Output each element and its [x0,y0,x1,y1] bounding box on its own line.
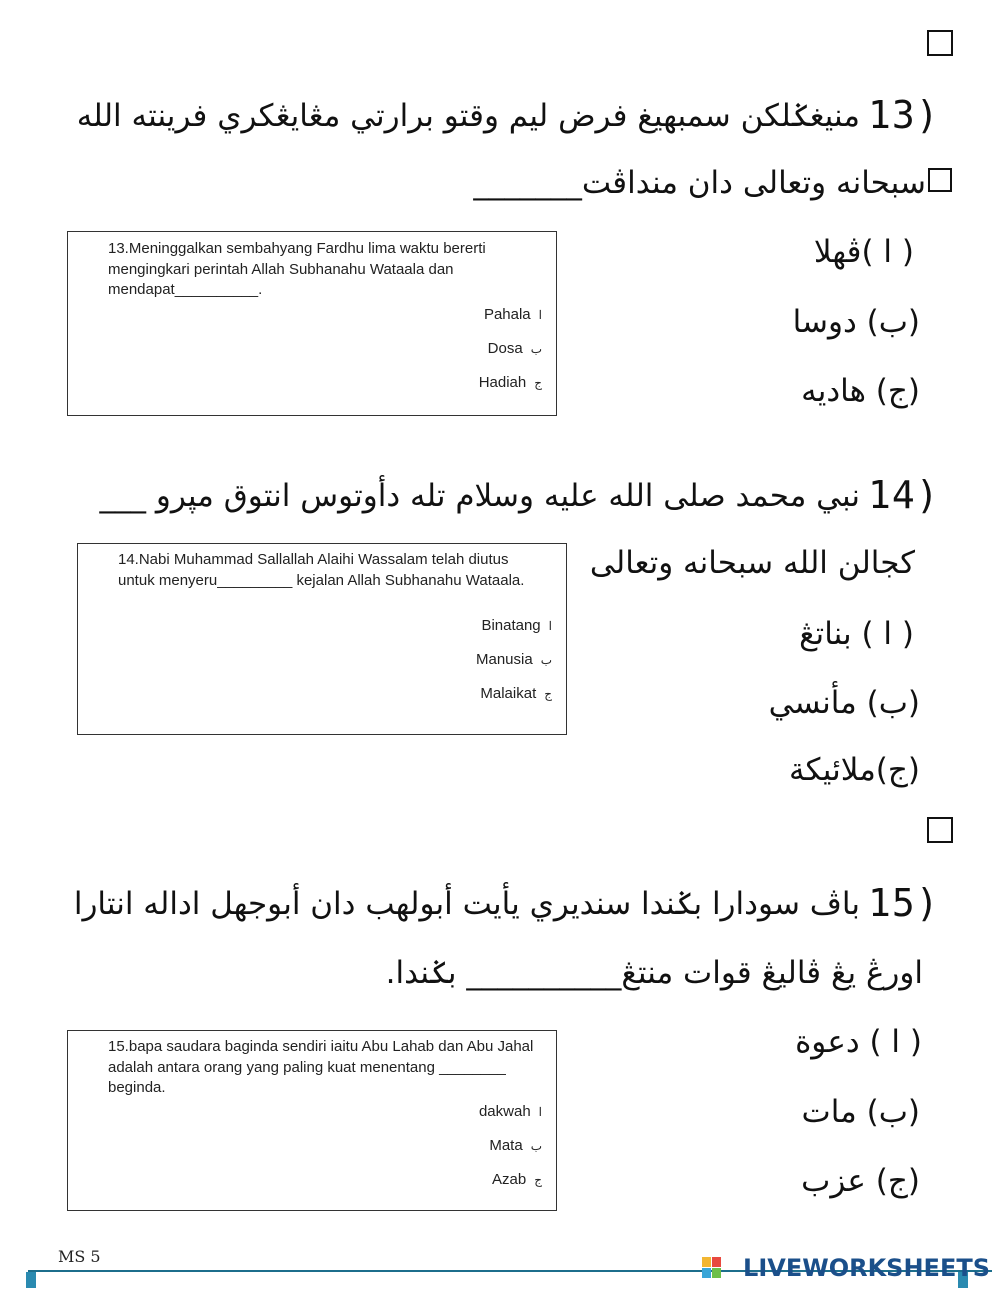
liveworksheets-logo-icon [702,1257,722,1279]
translation-13-text: 13.Meninggalkan sembahyang Fardhu lima waktu bererti mengingkari perintah Allah Subhanahu Wataala dan mendapat__________. [108,240,486,298]
question-number-13: 13) [868,93,940,137]
translation-box-14 [77,543,567,735]
option-15-a[interactable]: ( ا ) دعوة [795,1024,922,1060]
question-14-line-1: نبي محمد صلى الله عليه وسلام تله دأوتوس انتوق مڽرو ___ [99,478,860,514]
question-number-15: 15) [868,881,940,925]
answer-checkbox-q15[interactable] [927,817,953,843]
question-13-blank[interactable]: _______ [473,165,582,201]
question-number-14: 14) [868,473,940,517]
translation-14-text: 14.Nabi Muhammad Sallallah Alaihi Wassalam telah diutus untuk menyeru_________ kejalan Allah Subhanahu Wataala. [118,551,525,589]
translation-14-option-b: Manusia ب [476,651,552,668]
option-13-a[interactable]: ( ا )ڤهلا [813,234,914,270]
option-15-b[interactable]: (ب) مات [801,1094,920,1130]
option-14-a[interactable]: ( ا ) بناتڠ [799,616,914,652]
answer-checkbox-top[interactable] [927,30,953,56]
translation-15-option-a: dakwah ا [478,1103,542,1120]
question-15-line-1: باڤ سودارا بݢندا سنديري يأيت أبولهب دان أبوجهل اداله انتارا [73,886,860,922]
translation-box-13 [67,231,557,416]
footer-tick-left [26,1272,36,1288]
question-15-line-2: اورڠ يڠ ڤاليڠ قوات منتڠ__________ بݢندا. [385,955,923,991]
translation-14-option-a: Binatang ا [481,617,552,634]
translation-box-15 [67,1030,557,1211]
translation-13-option-c: Hadiah ج [478,374,542,391]
translation-13-option-a: Pahala ا [483,306,542,323]
option-14-b[interactable]: (ب) مأنسي [768,685,920,721]
option-14-c[interactable]: (ج)ملائيكة [788,752,920,788]
translation-14-option-c: Malaikat ج [480,685,552,702]
question-13-line-1: منيغݢلكن سمبهيغ فرض ليم وقتو برارتي مڠايڠكري فرينته الله [76,98,860,134]
page-label: MS 5 [58,1247,101,1266]
answer-checkbox-q13[interactable] [928,168,952,192]
translation-13-option-b: Dosa ب [487,340,542,357]
option-13-c[interactable]: (ج) هاديه [801,373,920,409]
translation-15-option-c: Azab ج [492,1171,542,1188]
question-13-line-2: سبحانه وتعالى دان منداڤت_______ [473,165,926,201]
question-14-line-2: كجالن الله سبحانه وتعالى [589,545,915,581]
liveworksheets-brand[interactable]: LIVEWORKSHEETS [743,1254,990,1282]
translation-15-text: 15.bapa saudara baginda sendiri iaitu Abu Lahab dan Abu Jahal adalah antara orang yang paling kuat menentang ________ beginda. [108,1038,534,1096]
question-14-blank[interactable]: ___ [99,478,146,514]
option-15-c[interactable]: (ج) عزب [801,1163,920,1199]
question-15-blank[interactable]: __________ [466,955,622,991]
option-13-b[interactable]: (ب) دوسا [792,304,920,340]
translation-15-option-b: Mata ب [489,1137,542,1154]
